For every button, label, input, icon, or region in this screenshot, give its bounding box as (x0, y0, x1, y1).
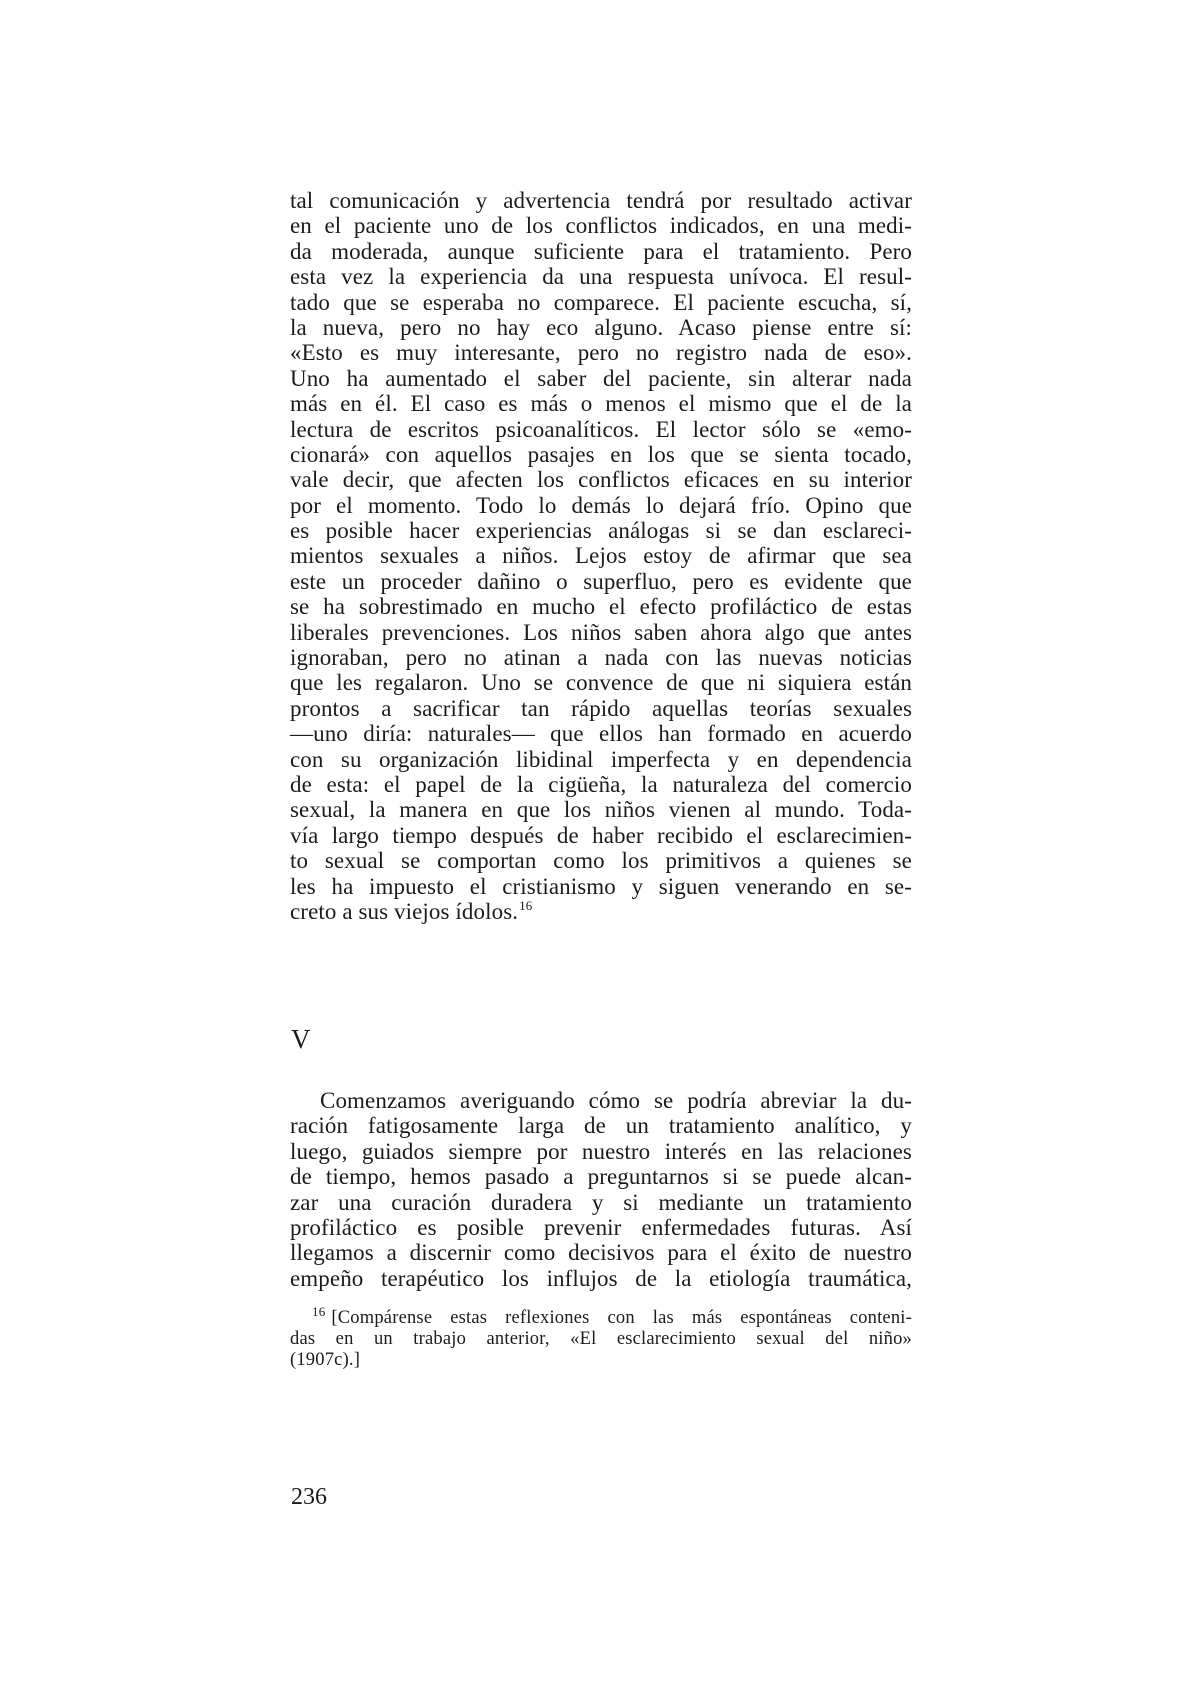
section-heading: V (291, 1024, 311, 1054)
text-line: lectura de escritos psicoanalíticos. El lector sólo se «emo- (290, 416, 912, 442)
text-line: les ha impuesto el cristianismo y siguen venerando en se- (290, 873, 912, 899)
text-line: vale decir, que afecten los conflictos eficaces en su interior (290, 467, 912, 493)
text-line: liberales prevenciones. Los niños saben ahora algo que antes (290, 619, 912, 645)
text-line: tal comunicación y advertencia tendrá por resultado activar (290, 188, 912, 213)
text-line: por el momento. Todo lo demás lo dejará frío. Opino que (290, 492, 912, 518)
footnote-line (290, 1303, 912, 1329)
text-line: es posible hacer experiencias análogas si se dan esclareci- (290, 518, 912, 544)
text-line: esta vez la experiencia da una respuesta unívoca. El resul- (290, 264, 912, 290)
text-line: Comenzamos averiguando cómo se podría abreviar la du- (320, 1088, 912, 1113)
text-line: tado que se esperaba no comparece. El paciente escucha, sí, (290, 289, 912, 315)
text-line: empeño terapéutico los influjos de la etiología traumática, (290, 1265, 912, 1291)
text-line: luego, guiados siempre por nuestro interés en las relaciones (290, 1138, 912, 1164)
text-line: prontos a sacrificar tan rápido aquellas teorías sexuales (290, 695, 912, 721)
text-line: profiláctico es posible prevenir enfermedades futuras. Así (290, 1214, 912, 1240)
paragraph-continuation (290, 188, 912, 924)
text-line: la nueva, pero no hay eco alguno. Acaso piense entre sí: (290, 314, 912, 340)
footnote-text: [Compárense estas reflexiones con las más espontáneas conteni- (331, 1308, 912, 1328)
text-line: sexual, la manera en que los niños vienen al mundo. Toda- (290, 797, 912, 823)
paragraph-section-v (290, 1088, 912, 1291)
text-line: con su organización libidinal imperfecta y en dependencia (290, 746, 912, 772)
text-line: llegamos a discernir como decisivos para el éxito de nuestro (290, 1240, 912, 1266)
text-line: to sexual se comportan como los primitivos a quienes se (290, 848, 912, 874)
text-line: de tiempo, hemos pasado a preguntarnos si se puede alcan- (290, 1164, 912, 1190)
footnote-reference[interactable]: 16 (519, 898, 533, 914)
text-line: zar una curación duradera y si mediante un tratamiento (290, 1189, 912, 1215)
text-line: de esta: el papel de la cigüeña, la naturaleza del comercio (290, 771, 912, 797)
text-line: este un proceder dañino o superfluo, pero es evidente que (290, 568, 912, 594)
text-line: «Esto es muy interesante, pero no registro nada de eso». (290, 340, 912, 366)
text-line: se ha sobrestimado en mucho el efecto profiláctico de estas (290, 594, 912, 620)
text-line: en el paciente uno de los conflictos indicados, en una medi- (290, 213, 912, 239)
text-line: que les regalaron. Uno se convence de que ni siquiera están (290, 670, 912, 696)
text-line: vía largo tiempo después de haber recibido el esclarecimien- (290, 822, 912, 848)
text-line: mientos sexuales a niños. Lejos estoy de afirmar que sea (290, 543, 912, 569)
text-line: da moderada, aunque suficiente para el tratamiento. Pero (290, 238, 912, 264)
page-number: 236 (291, 1484, 327, 1510)
text-line: —uno diría: naturales— que ellos han formado en acuerdo (290, 721, 912, 747)
text-line: Uno ha aumentado el saber del paciente, sin alterar nada (290, 365, 912, 391)
text-line: ignoraban, pero no atinan a nada con las nuevas noticias (290, 645, 912, 671)
footnote-line: das en un trabajo anterior, «El esclarecimiento sexual del niño» (290, 1329, 912, 1349)
text-line: más en él. El caso es más o menos el mismo que el de la (290, 391, 912, 417)
footnote-number: 16 (312, 1303, 326, 1319)
text-line-last (290, 899, 912, 924)
footnote-line: (1907c).] (290, 1350, 361, 1370)
text-line: ración fatigosamente larga de un tratamiento analítico, y (290, 1113, 912, 1139)
text-line: creto a sus viejos ídolos. (290, 898, 519, 924)
text-line: cionará» con aquellos pasajes en los que se sienta tocado, (290, 441, 912, 467)
footnote (290, 1303, 912, 1371)
